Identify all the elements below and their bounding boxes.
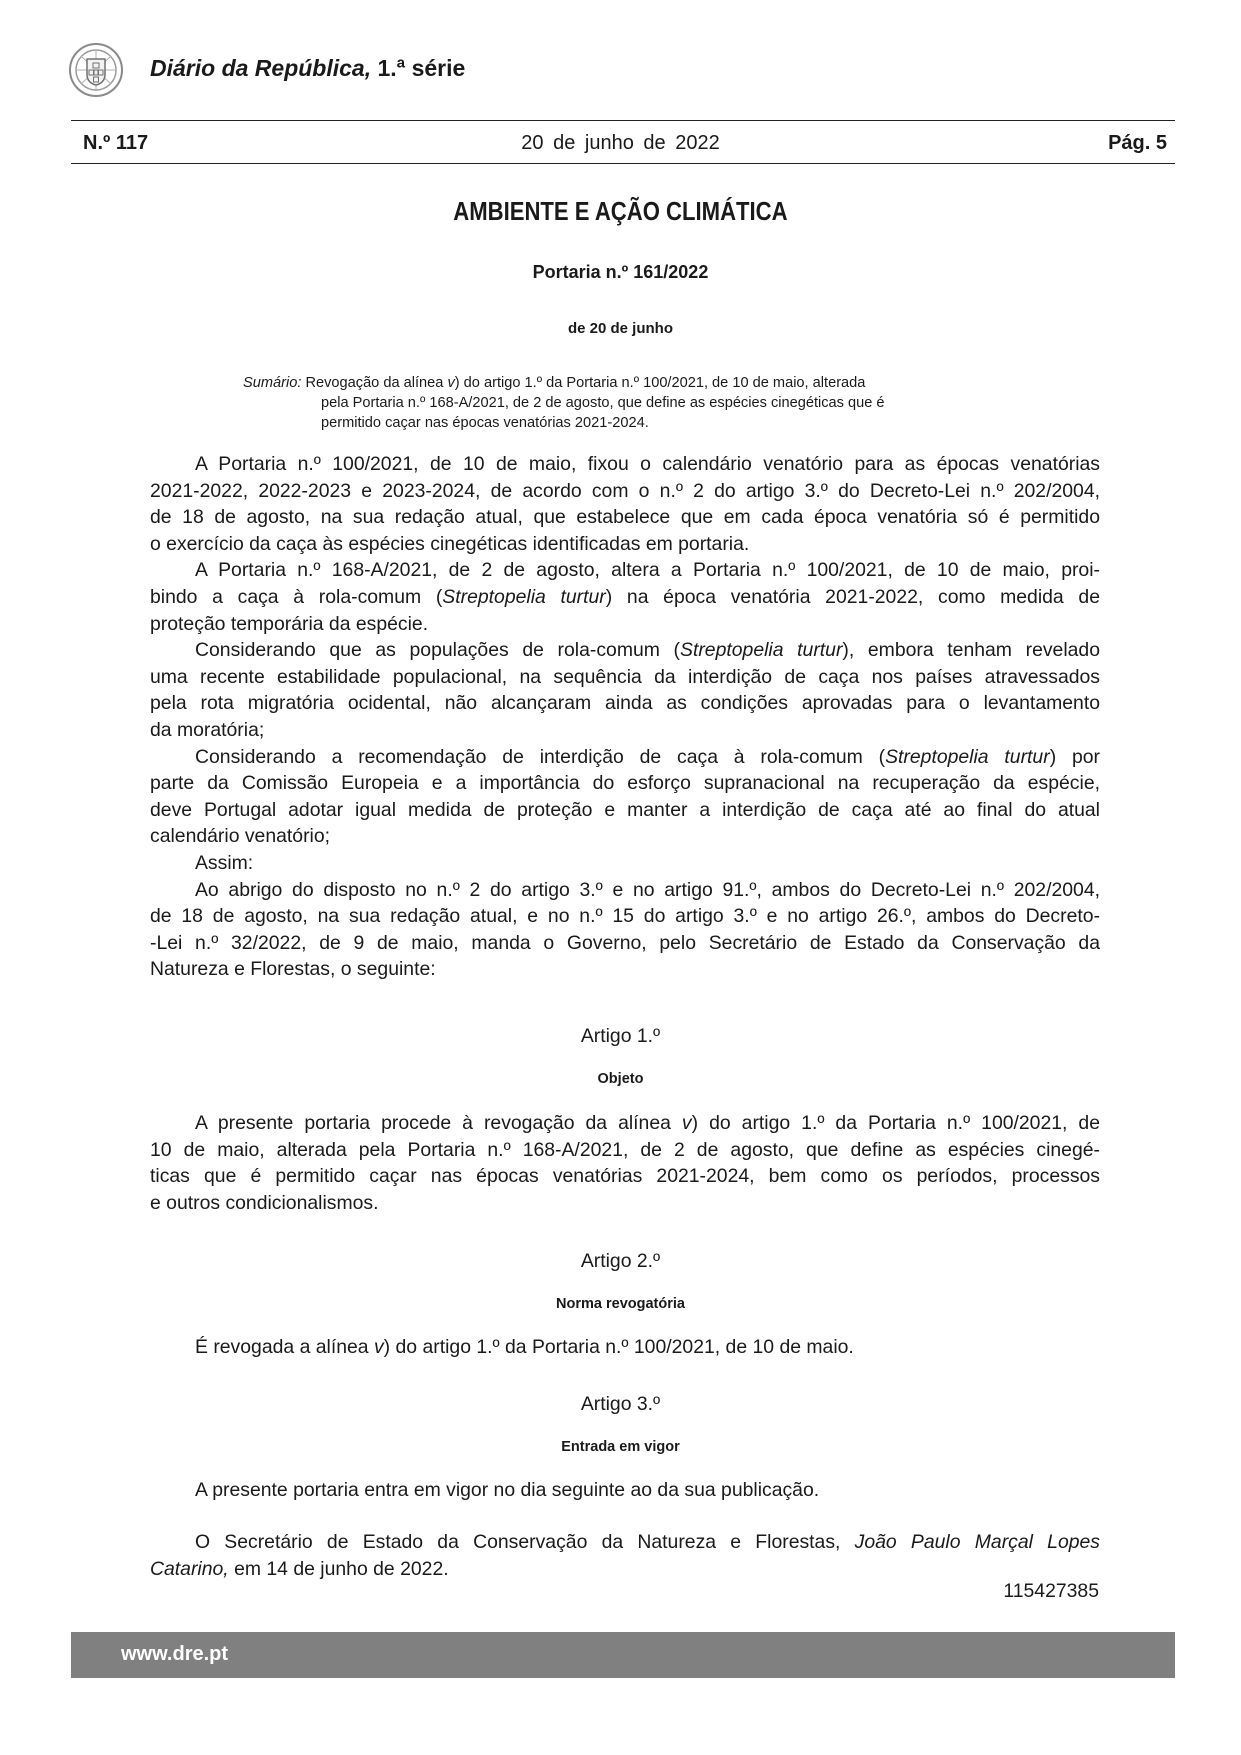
text: A presente portaria procede à revogação da alínea — [195, 1112, 682, 1134]
paragraph-line — [150, 1556, 1100, 1583]
issue-date: 20 de junho de 2022 — [521, 132, 720, 154]
signatory-name: Catarino, — [150, 1557, 229, 1580]
text: Considerando que as populações de rola-comum ( — [195, 639, 681, 662]
paragraph-line: parte da Comissão Europeia e a importância do esforço supranacional na recuperação da espécie, — [150, 772, 1100, 795]
paragraph-line: e outros condicionalismos. — [150, 1191, 379, 1214]
text: bindo a caça à rola-comum ( — [150, 585, 443, 608]
article-number: Artigo 2.º — [580, 1250, 661, 1272]
paragraph-line: de 18 de agosto, na sua redação atual, que estabelece que em cada época venatória só é permitido — [150, 506, 1100, 529]
summary — [243, 373, 1013, 433]
text: ) na época venatória 2021-2022, como medida de — [605, 585, 1100, 608]
paragraph-line: A Portaria n.º 168-A/2021, de 2 de agosto, altera a Portaria n.º 100/2021, de 10 de maio, proi- — [195, 559, 1100, 582]
paragraph-line: 10 de maio, alterada pela Portaria n.º 168-A/2021, de 2 de agosto, que define as espécies cinegé- — [150, 1138, 1100, 1161]
publication-series: 1.ª série — [377, 55, 466, 81]
text: O Secretário de Estado da Conservação da Natureza e Florestas, — [195, 1531, 855, 1553]
article-number: Artigo 3.º — [580, 1393, 661, 1415]
article-body — [150, 1334, 1100, 1361]
article-body — [150, 1110, 1100, 1216]
paragraph-line — [150, 584, 1100, 611]
summary-text: pela Portaria n.º 168-A/2021, de 2 de agosto, que define as espécies cinegéticas que é — [321, 395, 885, 411]
article-body — [150, 1477, 1100, 1504]
preamble — [150, 451, 1100, 983]
signature-date: em 14 de junho de 2022. — [228, 1557, 449, 1580]
text: É revogada a alínea — [195, 1336, 374, 1358]
text: ) do artigo 1.º da Portaria n.º 100/2021, de 10 de maio. — [383, 1336, 854, 1358]
signature-block — [150, 1529, 1100, 1582]
text: ) do artigo 1.º da Portaria n.º 100/2021, de — [691, 1112, 1100, 1134]
paragraph-line: de 18 de agosto, na sua redação atual, e no n.º 15 do artigo 3.º e no artigo 26.º, ambos do Decreto- — [150, 905, 1100, 928]
paragraph-line: deve Portugal adotar igual medida de proteção e manter a interdição de caça até ao final do atual — [150, 798, 1100, 821]
paragraph-line: Natureza e Florestas, o seguinte: — [150, 958, 436, 981]
species-name: Streptopelia turtur — [885, 745, 1050, 768]
footer-bar — [71, 1632, 1175, 1678]
text: ), embora tenham revelado — [842, 639, 1100, 662]
page-number: Pág. 5 — [1108, 132, 1167, 154]
summary-text: ) do artigo 1.º da Portaria n.º 100/2021, de 10 de maio, alterada — [454, 375, 866, 391]
paragraph-line: ticas que é permitido caçar nas épocas venatórias 2021-2024, bem como os períodos, processos — [150, 1165, 1100, 1188]
portuguese-coat-of-arms-icon — [68, 42, 124, 98]
summary-text: v — [447, 375, 455, 391]
text: Considerando a recomendação de interdição de caça à rola-comum ( — [195, 745, 886, 768]
species-name: Streptopelia turtur — [680, 639, 843, 662]
paragraph-line — [150, 1334, 1100, 1361]
website-link[interactable]: www.dre.pt — [121, 1643, 229, 1665]
header-divider — [71, 120, 1175, 121]
paragraph-line: -Lei n.º 32/2022, de 9 de maio, manda o Governo, pelo Secretário de Estado da Conservação da — [150, 931, 1100, 954]
summary-text: Revogação da alínea — [305, 375, 448, 391]
paragraph-line: calendário venatório; — [150, 825, 331, 848]
document-title: Portaria n.º 161/2022 — [532, 262, 709, 282]
text: v — [681, 1112, 692, 1134]
paragraph-line: pela rota migratória ocidental, não alcançaram ainda as condições aprovadas para o levantamento — [150, 692, 1100, 715]
issue-number: N.º 117 — [83, 132, 149, 154]
paragraph-line — [150, 637, 1100, 664]
paragraph-line — [150, 1110, 1100, 1137]
species-name: Streptopelia turtur — [442, 585, 606, 608]
signatory-name: João Paulo Marçal Lopes — [854, 1531, 1100, 1553]
document-date: de 20 de junho — [567, 320, 673, 337]
article-heading: Norma revogatória — [556, 1296, 685, 1312]
paragraph-line: Ao abrigo do disposto no n.º 2 do artigo 3.º e no artigo 91.º, ambos do Decreto-Lei n.º 202/2004, — [195, 878, 1100, 901]
text: v — [373, 1336, 384, 1358]
text: ) por — [1049, 745, 1101, 768]
paragraph-line: A Portaria n.º 100/2021, de 10 de maio, fixou o calendário venatório para as épocas venatórias — [195, 453, 1100, 475]
header-divider — [71, 163, 1175, 164]
registration-number: 115427385 — [1003, 1580, 1099, 1602]
paragraph-line: 2021-2022, 2022-2023 e 2023-2024, de acordo com o n.º 2 do artigo 3.º do Decreto-Lei n.º 202/2004, — [150, 479, 1100, 502]
paragraph-line: proteção temporária da espécie. — [150, 612, 429, 635]
paragraph-line — [150, 1529, 1100, 1556]
ministry-heading: AMBIENTE E AÇÃO CLIMÁTICA — [453, 196, 788, 226]
summary-label: Sumário: — [243, 375, 302, 391]
paragraph-line: A presente portaria entra em vigor no dia seguinte ao da sua publicação. — [195, 1479, 820, 1501]
paragraph-line: Assim: — [195, 851, 254, 874]
summary-text: permitido caçar nas épocas venatórias 2021-2024. — [321, 415, 649, 431]
paragraph-line: da moratória; — [150, 718, 265, 741]
article-heading: Objeto — [597, 1071, 644, 1087]
article-number: Artigo 1.º — [580, 1025, 661, 1047]
paragraph-line — [150, 744, 1100, 771]
paragraph-line: uma recente estabilidade populacional, na sequência da interdição de caça nos países atravessados — [150, 665, 1100, 688]
publication-title — [150, 55, 465, 82]
article-heading: Entrada em vigor — [561, 1439, 680, 1455]
paragraph-line: o exercício da caça às espécies cinegéticas identificadas em portaria. — [150, 532, 750, 555]
publication-name: Diário da República, — [150, 55, 372, 81]
